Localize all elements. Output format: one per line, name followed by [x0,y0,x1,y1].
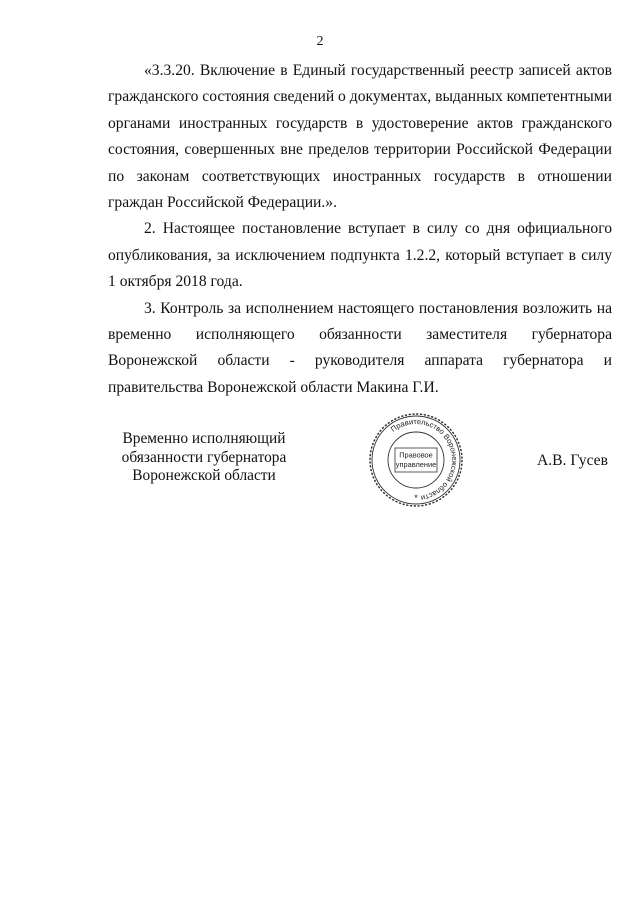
page-number: 2 [316,34,324,49]
paragraph-amendment-3-3-20: «3.3.20. Включение в Единый государственный реестр записей актов гражданского состояния сведений о документах, выданных компетентными органами иностранных государств в удостоверение актов гражданского состояния, совершенных вне пределов территории Российской Федерации по законам соответствующих иностранных государств в отношении граждан Российской Федерации.». [108,62,612,212]
official-stamp [366,410,466,510]
stamp-ring-text: Правительство Воронежской области [388,416,460,503]
signer-position-line: Воронежской области [132,467,276,485]
signature-block [0,416,640,538]
paragraph-effective-date: 2. Настоящее постановление вступает в силу со дня официального опубликования, за исключением подпункта 1.2.2, который вступает в силу 1 октября 2018 года. [108,220,612,291]
stamp-center-line-1: Правовое [399,450,433,460]
document-body [108,58,612,401]
signer-name: А.В. Гусев [537,452,608,469]
paragraph-control: 3. Контроль за исполнением настоящего постановления возложить на временно исполняющего обязанности заместителя губернатора Воронежской области - руководителя аппарата губернатора и правительства Воронежской области Макина Г.И. [108,299,612,396]
signer-position-line: обязанности губернатора [121,448,287,466]
signer-position [104,430,304,486]
stamp-center-line-2: управление [395,460,437,469]
signer-position-line: Временно исполняющий [122,430,286,447]
stamp-bottom-mark: * [414,493,418,503]
